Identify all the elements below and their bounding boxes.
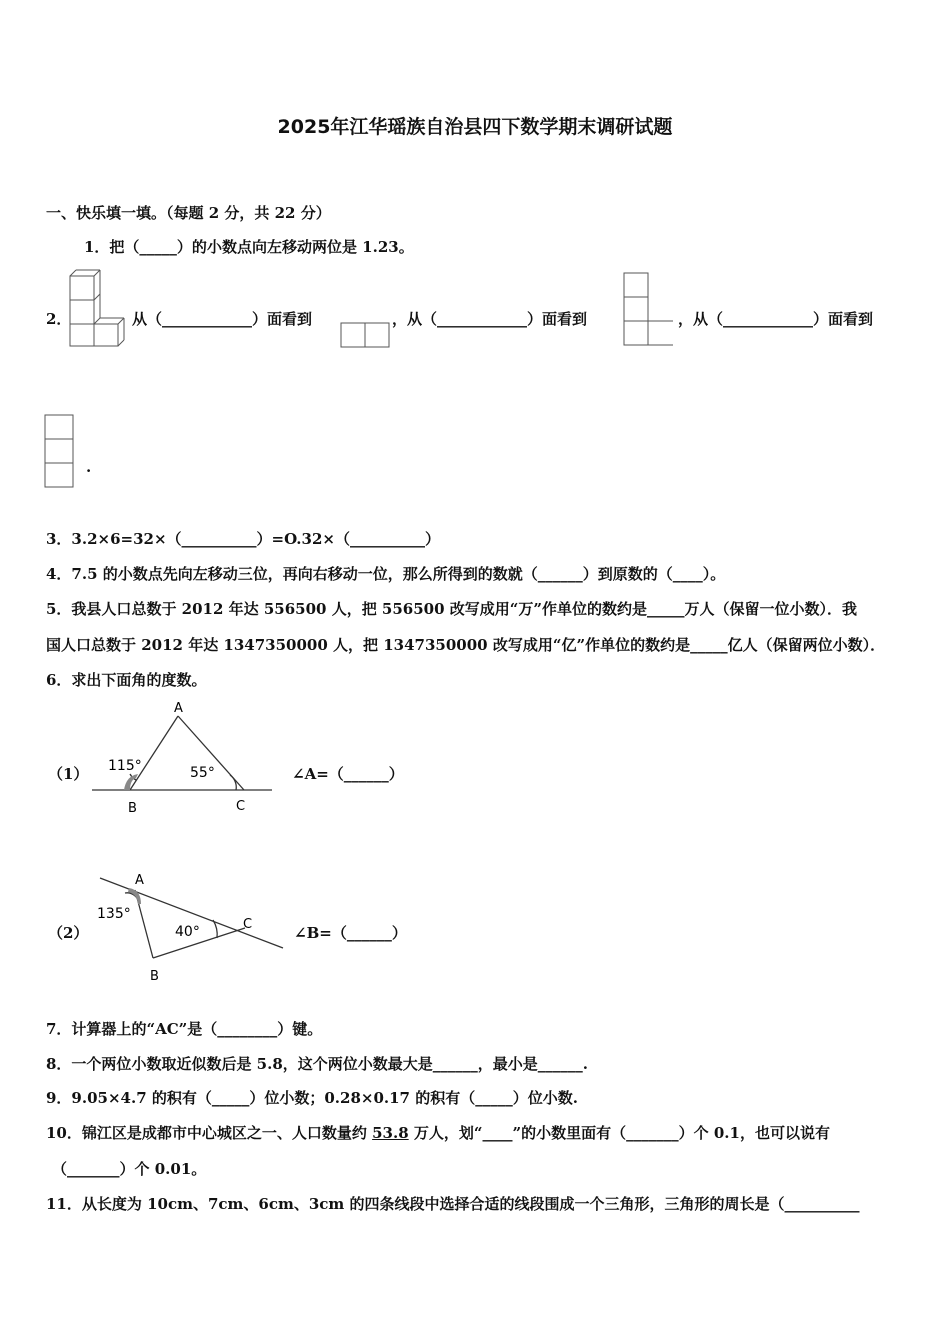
triangle-figure-1 (90, 700, 280, 820)
vertex-a-label: A (135, 873, 144, 888)
question-5-line-1: 5．我县人口总数于 2012 年达 556500 人，把 556500 改写成用“万”作单位的数约是_____万人（保留一位小数）．我 (46, 600, 858, 618)
question-8: 8．一个两位小数取近似数后是 5.8，这个两位小数最大是______，最小是______. (46, 1055, 588, 1073)
question-3: 3．3.2×6=32×（__________）=O.32×（__________） (46, 530, 440, 548)
vertex-c-label: C (243, 917, 253, 932)
q6-part-2-label: （2） (48, 924, 89, 942)
triangle-figure-2 (95, 868, 290, 988)
page-title: 2025年江华瑶族自治县四下数学期末调研试题 (277, 116, 673, 138)
view-two-squares-figure (340, 322, 392, 350)
question-10-line-2: （_______）个 0.01。 (52, 1160, 207, 1178)
outer-angle-label: 115° (108, 758, 142, 774)
underlined-number: 53.8 (372, 1124, 409, 1142)
vertex-b-label: B (128, 801, 137, 816)
q6-part-1-answer: ∠A=（______） (292, 765, 404, 783)
question-10-line-1: 10．锦江区是成都市中心城区之一、人口数量约 53.8 万人，划“____”的小数里面有（_______）个 0.1，也可以说有 (46, 1124, 830, 1142)
question-6: 6．求出下面角的度数。 (46, 671, 207, 689)
outer-angle-label: 135° (97, 906, 131, 922)
question-11: 11．从长度为 10cm、7cm、6cm、3cm 的四条线段中选择合适的线段围成一个三角形，三角形的周长是（__________ (46, 1195, 860, 1213)
angle-c-label: 40° (175, 924, 200, 940)
question-9: 9．9.05×4.7 的积有（_____）位小数；0.28×0.17 的积有（_____）位小数. (46, 1089, 578, 1107)
question-1: 1．把（_____）的小数点向左移动两位是 1.23。 (84, 238, 414, 256)
view-column-figure (44, 414, 74, 490)
vertex-a-label: A (174, 701, 183, 716)
cube-stack-figure (68, 268, 128, 348)
question-7: 7．计算器上的“AC”是（________）键。 (46, 1020, 323, 1038)
section-heading: 一、快乐填一填。（每题 2 分，共 22 分） (46, 204, 331, 222)
question-4: 4．7.5 的小数点先向左移动三位，再向右移动一位，那么所得到的数就（______）到原数的（____）。 (46, 565, 726, 583)
q6-part-1-label: （1） (48, 765, 89, 783)
vertex-b-label: B (150, 969, 159, 984)
vertex-c-label: C (236, 799, 246, 814)
view-l-shape-figure (623, 272, 677, 350)
question-5-line-2: 国人口总数于 2012 年达 1347350000 人，把 1347350000 改写成用“亿”作单位的数约是_____亿人（保留两位小数）． (46, 636, 886, 654)
angle-c-label: 55° (190, 765, 215, 781)
q6-part-2-answer: ∠B=（______） (294, 924, 407, 942)
